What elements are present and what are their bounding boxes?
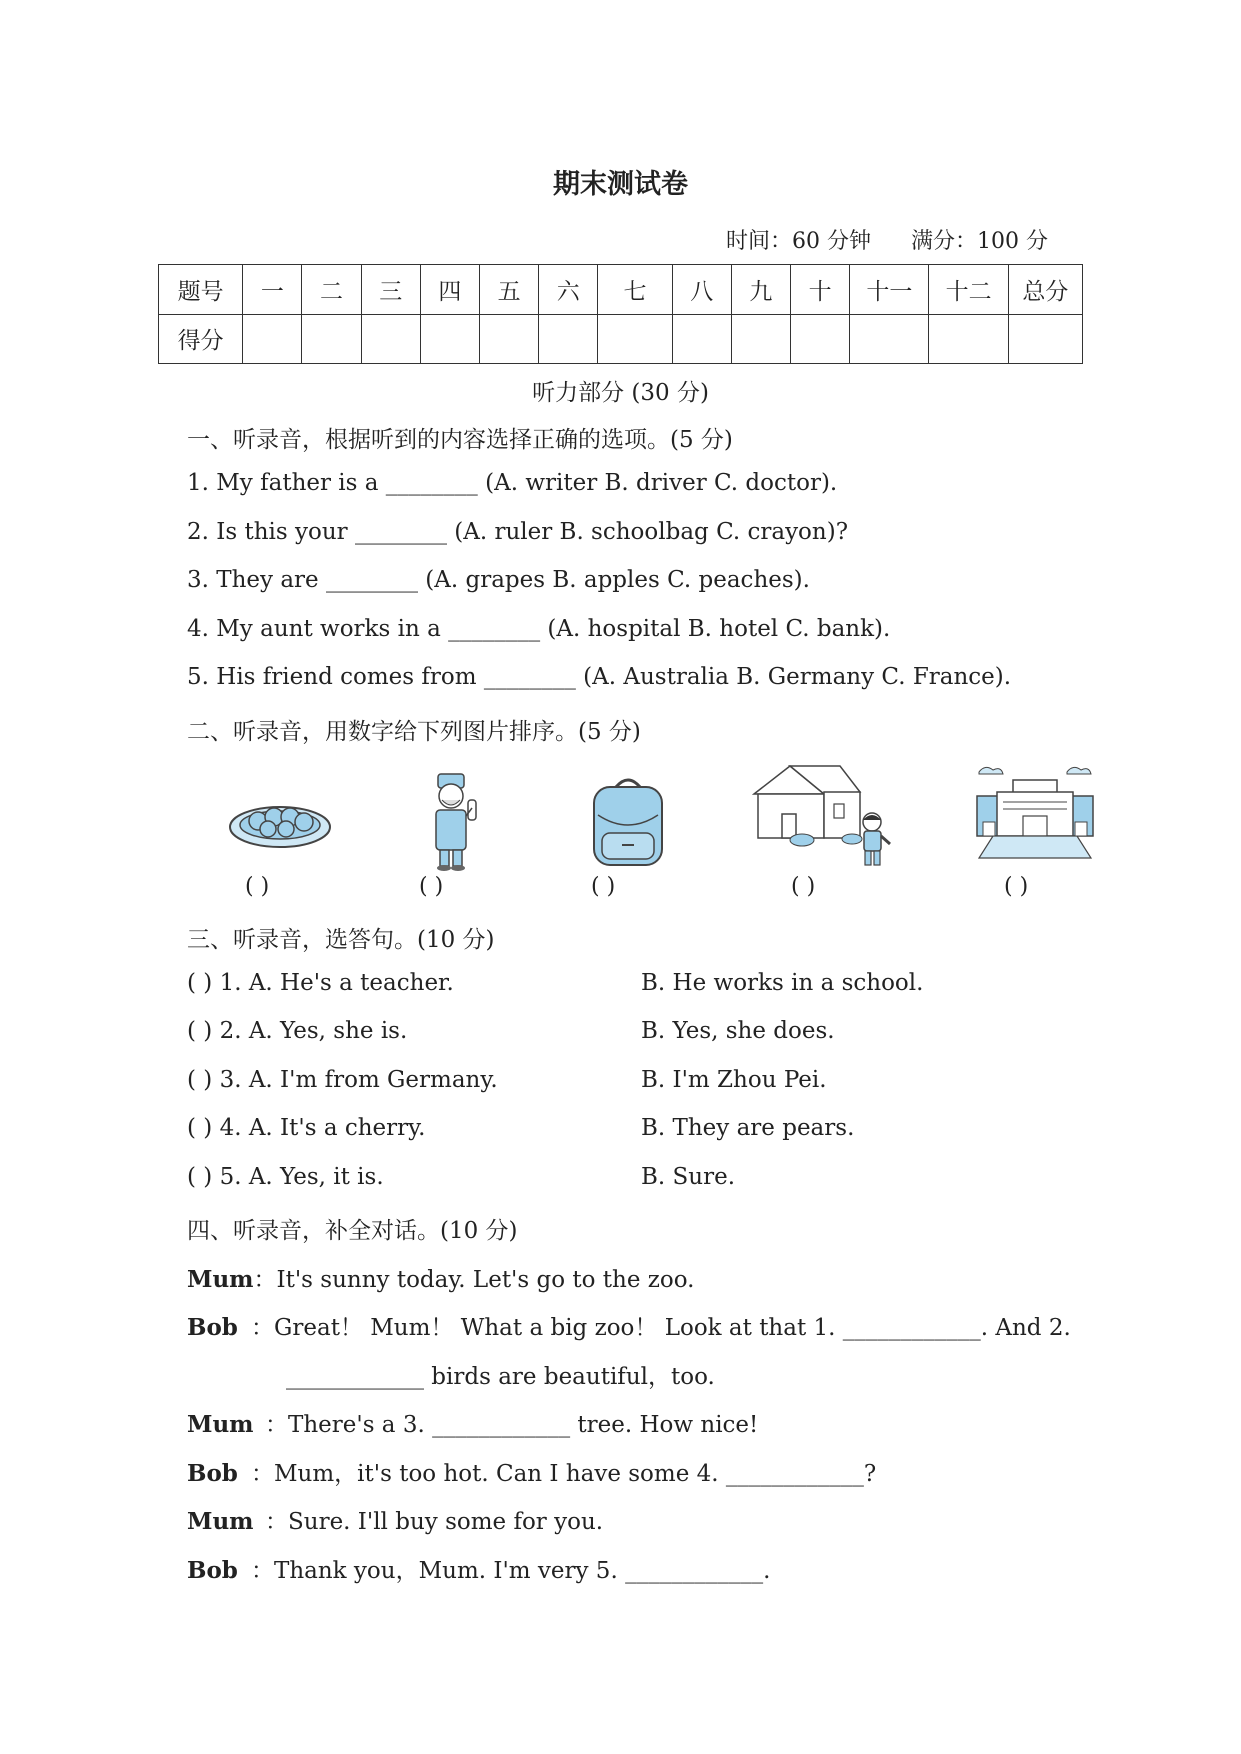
dialogue-line bbox=[187, 1261, 694, 1294]
table-cell: 四 bbox=[420, 265, 479, 315]
dialogue-text: Thank you，Mum. I'm very 5. ____________. bbox=[274, 1558, 771, 1584]
section3-item-b: B. Yes, she does. bbox=[641, 1018, 835, 1044]
dialogue-line bbox=[286, 1358, 715, 1391]
score-table-score-row bbox=[159, 314, 1083, 364]
score-input-cell[interactable] bbox=[480, 314, 539, 364]
table-cell: 三 bbox=[361, 265, 420, 315]
section1-item: 3. They are ________ (A. grapes B. apples C. peaches). bbox=[187, 567, 810, 593]
table-cell: 五 bbox=[480, 265, 539, 315]
score-input-cell[interactable] bbox=[791, 314, 850, 364]
table-cell: 九 bbox=[731, 265, 790, 315]
section3-item-b: B. I'm Zhou Pei. bbox=[641, 1067, 827, 1093]
section1-item: 1. My father is a ________ (A. writer B. driver C. doctor). bbox=[187, 470, 838, 496]
section3-heading: 三、听录音，选答句。(10 分) bbox=[187, 927, 495, 953]
score-table-header-row bbox=[159, 265, 1083, 315]
house-and-boy-icon bbox=[752, 762, 902, 872]
section3-item-b: B. He works in a school. bbox=[641, 970, 924, 996]
section3-item-a: ( ) 4. A. It's a cherry. bbox=[187, 1115, 426, 1141]
section3-item-a: ( ) 5. A. Yes, it is. bbox=[187, 1164, 384, 1190]
dialogue-text: Mum，it's too hot. Can I have some 4. ____________? bbox=[274, 1461, 877, 1487]
page-title: 期末测试卷 bbox=[553, 169, 688, 200]
table-cell: 六 bbox=[539, 265, 598, 315]
answer-parentheses[interactable]: ( ) bbox=[791, 874, 816, 899]
speaker: Bob bbox=[187, 1460, 238, 1487]
separator: ： bbox=[253, 1267, 277, 1293]
table-cell: 十一 bbox=[850, 265, 929, 315]
score-input-cell[interactable] bbox=[243, 314, 302, 364]
separator: ： bbox=[251, 1315, 274, 1341]
dialogue-line bbox=[187, 1406, 758, 1439]
speaker: Bob bbox=[187, 1557, 238, 1584]
dialogue-line bbox=[187, 1455, 876, 1488]
score-input-cell[interactable] bbox=[731, 314, 790, 364]
score-table bbox=[158, 264, 1083, 364]
score-input-cell[interactable] bbox=[539, 314, 598, 364]
section3-item-b: B. Sure. bbox=[641, 1164, 736, 1190]
dialogue-line bbox=[187, 1503, 603, 1536]
score-input-cell[interactable] bbox=[672, 314, 731, 364]
table-cell: 总分 bbox=[1008, 265, 1082, 315]
score-input-cell[interactable] bbox=[929, 314, 1008, 364]
answer-parentheses[interactable]: ( ) bbox=[591, 874, 616, 899]
section2-heading: 二、听录音，用数字给下列图片排序。(5 分) bbox=[187, 719, 641, 745]
time-info bbox=[726, 224, 1048, 255]
answer-parentheses[interactable]: ( ) bbox=[245, 874, 270, 899]
full-score: 满分：100 分 bbox=[911, 229, 1048, 254]
dialogue-text: It's sunny today. Let's go to the zoo. bbox=[276, 1267, 695, 1293]
plate-of-fruit-icon bbox=[228, 795, 332, 850]
schoolbag-icon bbox=[588, 775, 668, 870]
speaker: Mum bbox=[187, 1266, 254, 1293]
score-input-cell[interactable] bbox=[420, 314, 479, 364]
score-input-cell[interactable] bbox=[302, 314, 361, 364]
table-cell: 七 bbox=[598, 265, 672, 315]
speaker: Mum bbox=[187, 1411, 254, 1438]
separator: ： bbox=[265, 1509, 288, 1535]
separator: ： bbox=[265, 1412, 288, 1438]
section3-item-a: ( ) 1. A. He's a teacher. bbox=[187, 970, 454, 996]
score-input-cell[interactable] bbox=[850, 314, 929, 364]
dialogue-text: There's a 3. ____________ tree. How nice! bbox=[288, 1412, 759, 1438]
dialogue-text: Great！ Mum！ What a big zoo！ Look at that 1. ____________. And 2. bbox=[274, 1315, 1071, 1341]
table-cell: 十二 bbox=[929, 265, 1008, 315]
section1-item: 5. His friend comes from ________ (A. Australia B. Germany C. France). bbox=[187, 664, 1012, 690]
table-cell: 十 bbox=[791, 265, 850, 315]
section1-heading: 一、听录音，根据听到的内容选择正确的选项。(5 分) bbox=[187, 427, 733, 453]
dialogue-line bbox=[187, 1552, 770, 1585]
school-building-icon bbox=[975, 762, 1095, 872]
dialogue-text: Sure. I'll buy some for you. bbox=[288, 1509, 604, 1535]
section3-item-a: ( ) 3. A. I'm from Germany. bbox=[187, 1067, 498, 1093]
listening-title: 听力部分 (30 分) bbox=[532, 380, 709, 406]
answer-parentheses[interactable]: ( ) bbox=[419, 874, 444, 899]
section3-item-a: ( ) 2. A. Yes, she is. bbox=[187, 1018, 408, 1044]
score-input-cell[interactable] bbox=[598, 314, 672, 364]
score-input-cell[interactable] bbox=[361, 314, 420, 364]
score-input-cell[interactable] bbox=[1008, 314, 1082, 364]
time-limit: 时间：60 分钟 bbox=[726, 229, 871, 254]
table-cell: 八 bbox=[672, 265, 731, 315]
doctor-icon bbox=[418, 772, 484, 872]
dialogue-line bbox=[187, 1309, 1071, 1342]
answer-parentheses[interactable]: ( ) bbox=[1004, 874, 1029, 899]
separator: ： bbox=[251, 1461, 274, 1487]
section1-item: 4. My aunt works in a ________ (A. hospital B. hotel C. bank). bbox=[187, 616, 891, 642]
section4-heading: 四、听录音，补全对话。(10 分) bbox=[187, 1218, 518, 1244]
separator: ： bbox=[251, 1558, 274, 1584]
speaker: Mum bbox=[187, 1508, 254, 1535]
table-cell: 一 bbox=[243, 265, 302, 315]
section3-item-b: B. They are pears. bbox=[641, 1115, 855, 1141]
table-cell: 二 bbox=[302, 265, 361, 315]
table-cell: 题号 bbox=[159, 265, 243, 315]
speaker: Bob bbox=[187, 1314, 238, 1341]
table-cell: 得分 bbox=[159, 314, 243, 364]
dialogue-text: ____________ birds are beautiful，too. bbox=[286, 1364, 715, 1390]
section1-item: 2. Is this your ________ (A. ruler B. schoolbag C. crayon)? bbox=[187, 519, 849, 545]
